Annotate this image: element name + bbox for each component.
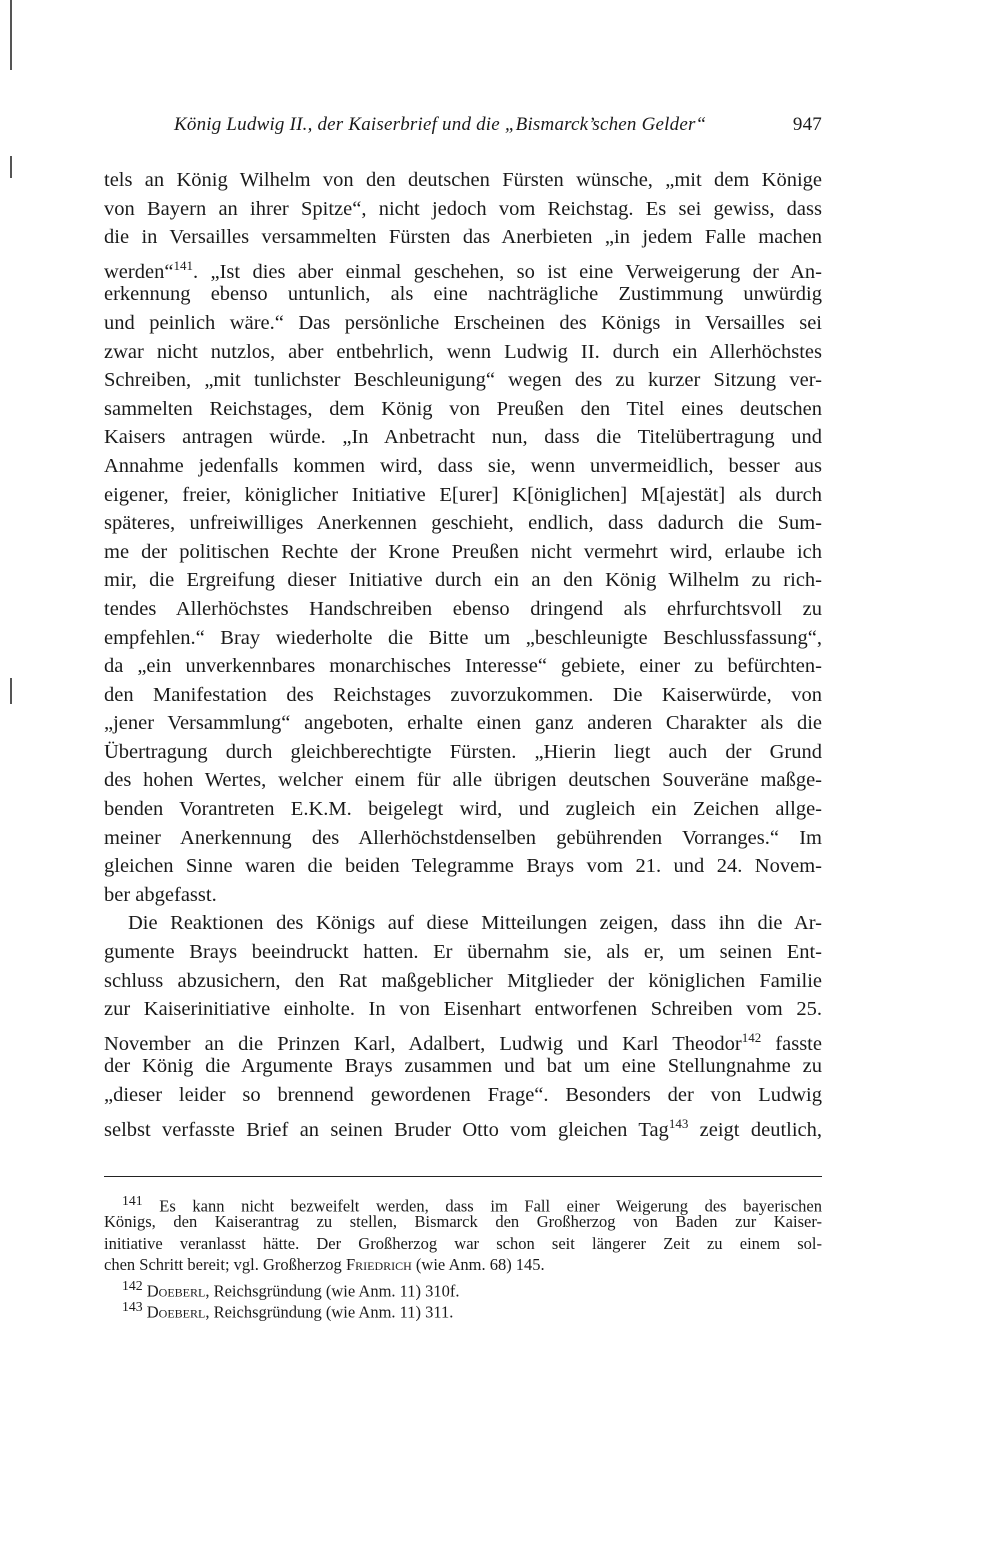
text-line: tendes Allerhöchstes Handschreiben ebenso dringend als ehrfurchtsvoll zu [104,597,822,620]
text-line: gumente Brays beeindruckt hatten. Er übernahm sie, als er, um seinen Ent- [104,941,822,964]
text-line: zwar nicht nutzlos, aber entbehrlich, wenn Ludwig II. durch ein Allerhöchstes [104,340,822,363]
text-line: Annahme jedenfalls kommen wird, dass sie, wenn unvermeidlich, besser aus [104,454,822,477]
text-line: Kaisers antragen würde. „In Anbetracht nun, dass die Titelübertragung und [104,426,822,449]
text-line: empfehlen.“ Bray wiederholte die Bitte um „beschleunigte Beschlussfassung“, [104,626,822,649]
scan-edge-mark [10,156,12,178]
text-line: Übertragung durch gleichberechtigte Fürsten. „Hierin liegt auch der Grund [104,740,822,763]
author-name: Doeberl [146,1281,206,1301]
main-text [104,166,822,1141]
text-line: Die Reaktionen des Königs auf diese Mitteilungen zeigen, dass ihn die Ar- [128,912,822,935]
page-number: 947 [792,114,822,135]
text-line: „jener Versammlung“ angeboten, erhalte einen ganz anderen Charakter als die [104,712,822,735]
footnote-142: $^{142}$ Doeberl, Reichsgründung (wie Anm. 11) 310f. [122,1278,460,1301]
footnote-141-line: $^{141}$ Es kann nicht bezweifelt werden, dass im Fall einer Weigerung des bayerischen [122,1193,822,1216]
text-line: ber abgefasst. [104,883,217,906]
footnote-mark: 143 [122,1299,143,1315]
footnote-ref: 142 [741,1029,762,1045]
author-name: Friedrich [345,1254,412,1274]
running-head [104,114,822,144]
text-line: späteres, unfreiwilliges Anerkennen geschieht, endlich, dass dadurch die Sum- [104,512,822,535]
text-line: November an die Prinzen Karl, Adalbert, Ludwig und Karl Theodor$^{142}$ fasste [104,1029,822,1055]
text-line: schluss abzusichern, den Rat maßgeblicher Mitglieder der königlichen Familie [104,969,822,992]
footnote-141-line: initiative veranlasst hätte. Der Großherzog war schon seit längerer Zeit zu einem sol- [104,1233,822,1253]
text-line: zur Kaiserinitiative einholte. In von Eisenhart entworfenen Schreiben vom 25. [104,998,822,1021]
text-line: meiner Anerkennung des Allerhöchstdenselben gebührenden Vorranges.“ Im [104,826,822,849]
footnote-141-line: chen Schritt bereit; vgl. Großherzog Friedrich (wie Anm. 68) 145. [104,1254,545,1274]
running-head-title: König Ludwig II., der Kaiserbrief und die „Bismarck’schen Gelder“ [174,114,707,135]
footnote-141-line: Königs, den Kaiserantrag zu stellen, Bismarck den Großherzog von Baden zur Kaiser- [104,1212,822,1232]
text-line: mir, die Ergreifung dieser Initiative durch ein an den König Wilhelm zu rich- [104,569,822,592]
text-line: gleichen Sinne waren die beiden Telegramme Brays vom 21. und 24. Novem- [104,855,822,878]
footnote-mark: 141 [122,1193,143,1208]
text-line: der König die Argumente Brays zusammen und bat um eine Stellungnahme zu [104,1055,822,1078]
text-line: me der politischen Rechte der Krone Preußen nicht vermehrt wird, erlaube ich [104,540,822,563]
text-line: selbst verfasste Brief an seinen Bruder Otto vom gleichen Tag$^{143}$ zeigt deutlich, [104,1115,822,1141]
footnote-mark: 142 [122,1278,143,1294]
footnote-ref: 141 [173,257,193,273]
text-line: von Bayern an ihrer Spitze“, nicht jedoch vom Reichstag. Es sei gewiss, dass [104,197,822,220]
scan-edge-mark [10,678,12,704]
footnote-rule [104,1176,822,1177]
text-line: „dieser leider so brennend gewordenen Frage“. Besonders der von Ludwig [104,1084,822,1106]
text-line: den Manifestation des Reichstages zuvorzukommen. Die Kaiserwürde, von [104,683,822,706]
footnote-ref: 143 [668,1115,689,1131]
text-line: benden Vorantreten E.K.M. beigelegt wird, und zugleich ein Zeichen allge- [104,798,822,821]
author-name: Doeberl [146,1302,206,1322]
footnote-143: $^{143}$ Doeberl, Reichsgründung (wie Anm. 11) 311. [122,1299,454,1322]
footnotes [104,1190,822,1322]
text-line: des hohen Wertes, welcher einem für alle übrigen deutschen Souveräne maßge- [104,769,822,792]
text-line: da „ein unverkennbares monarchisches Interesse“ gebiete, einer zu befürchten- [104,655,822,678]
text-line: eigener, freier, königlicher Initiative E[urer] K[öniglichen] M[ajestät] als durch [104,483,822,506]
text-line: die in Versailles versammelten Fürsten das Anerbieten „in jedem Falle machen [104,226,822,249]
scan-edge-mark [10,0,12,70]
text-line: tels an König Wilhelm von den deutschen Fürsten wünsche, „mit dem Könige [104,169,822,191]
text-line: Schreiben, „mit tunlichster Beschleunigung“ wegen des zu kurzer Sitzung ver- [104,369,822,392]
text-line: sammelten Reichstages, dem König von Preußen den Titel eines deutschen [104,397,822,420]
text-line: erkennung ebenso untunlich, als eine nachträgliche Zustimmung unwürdig [104,283,822,306]
text-line: und peinlich wäre.“ Das persönliche Erscheinen des Königs in Versailles sei [104,311,822,334]
text-line: werden“$^{141}$. „Ist dies aber einmal geschehen, so ist eine Verweigerung der An- [104,257,822,283]
